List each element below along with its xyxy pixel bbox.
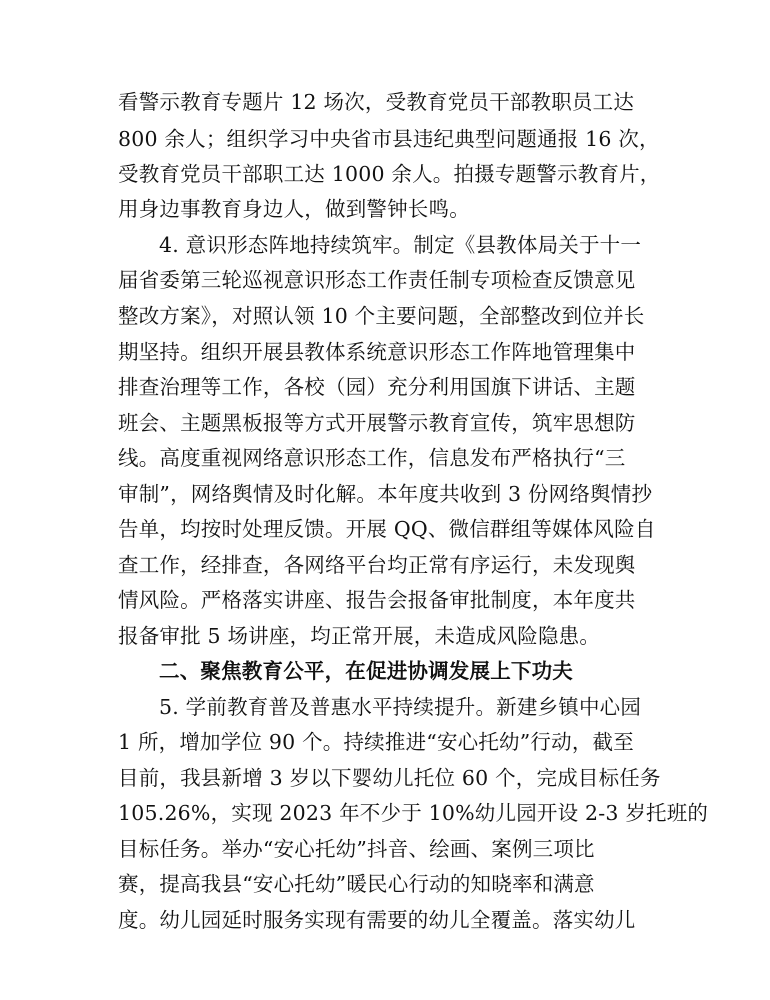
body-text-line: 告单，均按时处理反馈。开展 QQ、微信群组等媒体风险自	[118, 517, 656, 541]
body-text-line: 度。幼儿园延时服务实现有需要的幼儿全覆盖。落实幼儿	[118, 908, 636, 932]
paragraph-4-start: 4. 意识形态阵地持续筑牢。制定《县教体局关于十一	[159, 233, 642, 257]
body-text-line: 目标任务。举办“安心托幼”抖音、绘画、案例三项比	[118, 837, 595, 861]
body-text-line: 线。高度重视网络意识形态工作，信息发布严格执行“三	[118, 446, 626, 470]
body-text-line: 排查治理等工作，各校（园）充分利用国旗下讲话、主题	[118, 375, 636, 399]
body-text-line: 1 所，增加学位 90 个。持续推进“安心托幼”行动，截至	[118, 730, 634, 754]
paragraph-5-start: 5. 学前教育普及普惠水平持续提升。新建乡镇中心园	[159, 695, 642, 719]
body-text-line: 查工作，经排查，各网络平台均正常有序运行，未发现舆	[118, 553, 636, 577]
body-text-line: 赛，提高我县“安心托幼”暖民心行动的知晓率和满意	[118, 872, 595, 896]
body-text-line: 受教育党员干部职工达 1000 余人。拍摄专题警示教育片，	[118, 162, 661, 186]
section-heading: 二、聚焦教育公平，在促进协调发展上下功夫	[159, 659, 573, 683]
body-text-line: 届省委第三轮巡视意识形态工作责任制专项检查反馈意见	[118, 268, 636, 292]
body-text-line: 班会、主题黑板报等方式开展警示教育宣传，筑牢思想防	[118, 411, 636, 435]
body-text-line: 看警示教育专题片 12 场次，受教育党员干部教职员工达	[118, 90, 635, 114]
body-text-line: 情风险。严格落实讲座、报告会报备审批制度，本年度共	[118, 588, 636, 612]
body-text-line: 期坚持。组织开展县教体系统意识形态工作阵地管理集中	[118, 340, 636, 364]
body-text-line: 用身边事教育身边人，做到警钟长鸣。	[118, 197, 470, 221]
body-text-line: 审制”，网络舆情及时化解。本年度共收到 3 份网络舆情抄	[118, 482, 653, 506]
body-text-line: 整改方案》，对照认领 10 个主要问题，全部整改到位并长	[118, 304, 645, 328]
body-text-line: 800 余人；组织学习中央省市县违纪典型问题通报 16 次，	[118, 127, 660, 151]
body-text-line: 目前，我县新增 3 岁以下婴幼儿托位 60 个，完成目标任务	[118, 766, 661, 790]
body-text-line: 报备审批 5 场讲座，均正常开展，未造成风险隐患。	[118, 624, 601, 648]
body-text-line: 105.26%，实现 2023 年不少于 10%幼儿园开设 2-3 岁托班的	[118, 801, 709, 825]
